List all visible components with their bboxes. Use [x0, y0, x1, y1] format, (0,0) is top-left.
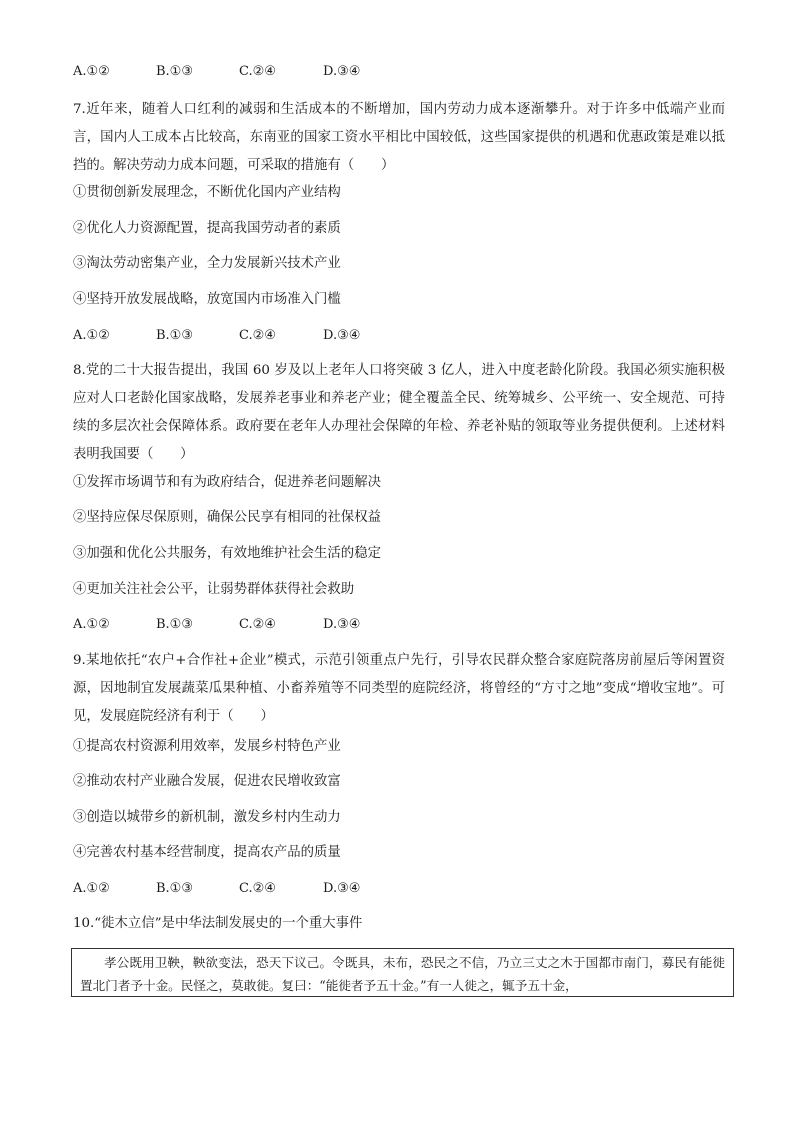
q7-item-4: ④坚持开放发展战略，放宽国内市场准入门槛	[73, 292, 341, 307]
q6-option-d: D.③④	[323, 64, 361, 79]
q9-option-d: D.③④	[323, 881, 361, 896]
q9-options	[73, 879, 360, 899]
q7-options	[73, 326, 360, 346]
q7-option-c: C.②④	[239, 328, 276, 343]
q7-option-b: B.①③	[156, 328, 193, 343]
q6-option-c: C.②④	[239, 64, 276, 79]
q8-item-3: ③加强和优化公共服务，有效地维护社会生活的稳定	[73, 546, 381, 561]
q9-item-1: ①提高农村资源利用效率，发展乡村特色产业	[73, 739, 341, 754]
q10-quote-box: 孝公既用卫鞅，鞅欲变法，恐天下议己。令既具，未布，恐民之不信，乃立三丈之木于国都市南门，募民有能徙置北门者予十金。民怪之，莫敢徙。复曰：“能徙者予五十金。”有一人徙之，辄予五十金，	[71, 948, 734, 997]
q9-option-b: B.①③	[156, 881, 193, 896]
q9-stem: 9.某地依托“农户+合作社+企业”模式，示范引领重点户先行，引导农民群众整合家庭院落房前屋后等闲置资源，因地制宜发展蔬菜瓜果种植、小畜养殖等不同类型的庭院经济，将曾经的“方寸之地”变成“增收宝地”。可见，发展庭院经济有利于（ ）	[73, 653, 725, 724]
q8-option-c: C.②④	[239, 617, 276, 632]
q8-item-4: ④更加关注社会公平，让弱势群体获得社会救助	[73, 582, 355, 597]
q8-option-b: B.①③	[156, 617, 193, 632]
q7-stem: 7.近年来，随着人口红利的减弱和生活成本的不断增加，国内劳动力成本逐渐攀升。对于许多中低端产业而言，国内人工成本占比较高，东南亚的国家工资水平相比中国较低，这些国家提供的机遇和优惠政策是难以抵挡的。解决劳动力成本问题，可采取的措施有（ ）	[73, 102, 725, 173]
q9-option-a: A.①②	[73, 881, 110, 896]
q7-item-1: ①贯彻创新发展理念，不断优化国内产业结构	[73, 185, 341, 200]
q6-option-a: A.①②	[73, 64, 110, 79]
q7-option-a: A.①②	[73, 328, 110, 343]
q10-stem: 10.“徙木立信”是中华法制发展史的一个重大事件	[73, 916, 363, 931]
q6-options	[73, 62, 360, 82]
q9-item-4: ④完善农村基本经营制度，提高农产品的质量	[73, 845, 341, 860]
q8-stem: 8.党的二十大报告提出，我国 60 岁及以上老年人口将突破 3 亿人，进入中度老龄化阶段。我国必须实施积极应对人口老龄化国家战略，发展养老事业和养老产业；健全覆盖全民、统筹城乡、公平统一、安全规范、可持续的多层次社会保障体系。政府要在老年人办理社会保障的年检、养老补贴的领取等业务提供便利。上述材料表明我国要（ ）	[73, 363, 725, 462]
q7-item-2: ②优化人力资源配置，提高我国劳动者的素质	[73, 221, 341, 236]
q8-item-1: ①发挥市场调节和有为政府结合，促进养老问题解决	[73, 475, 381, 490]
q7-item-3: ③淘汰劳动密集产业，全力发展新兴技术产业	[73, 256, 341, 271]
q9-item-3: ③创造以城带乡的新机制，激发乡村内生动力	[73, 810, 341, 825]
q8-option-a: A.①②	[73, 617, 110, 632]
q7-option-d: D.③④	[323, 328, 361, 343]
q9-item-2: ②推动农村产业融合发展，促进农民增收致富	[73, 774, 341, 789]
q8-item-2: ②坚持应保尽保原则，确保公民享有相同的社保权益	[73, 510, 381, 525]
q8-option-d: D.③④	[323, 617, 361, 632]
q9-option-c: C.②④	[239, 881, 276, 896]
q6-option-b: B.①③	[156, 64, 193, 79]
q8-options	[73, 615, 360, 635]
